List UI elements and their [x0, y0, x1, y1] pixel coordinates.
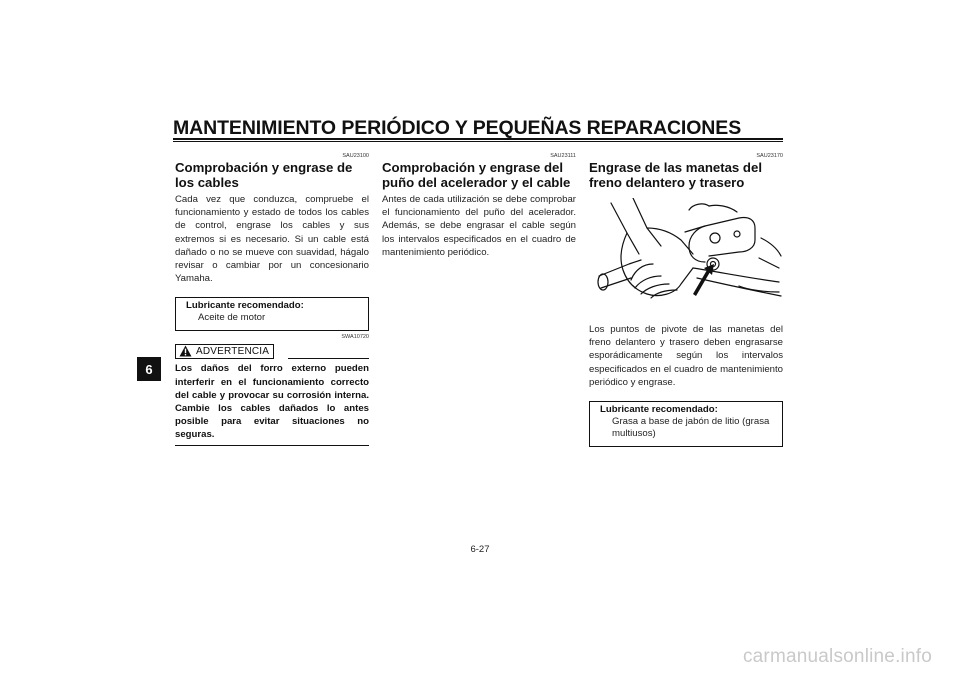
section-code: SAU23170: [756, 153, 783, 159]
page-header: [173, 117, 783, 140]
section-title: Comprobación y engrase del puño del acelerador y el cable: [382, 160, 571, 190]
section-code: SAU23100: [342, 153, 369, 159]
chapter-tab: 6: [137, 357, 161, 381]
warning-code: SWA10720: [341, 334, 369, 341]
section-body: Cada vez que conduzca, compruebe el funcionamiento y estado de todos los cables de control, engrase los cables y sus extremos si es necesario. Si un cable está dañado o no se mueve con suavidad, hágalo revisar o cambiar por un concesionario Yamaha.: [175, 194, 369, 285]
lubricant-label: Lubricante recomendado:: [186, 300, 304, 312]
hand-on-lever-illustration: [589, 198, 783, 320]
section-title: Engrase de las manetas del freno delantero y trasero: [589, 160, 762, 190]
page-title: MANTENIMIENTO PERIÓDICO Y PEQUEÑAS REPARACIONES: [173, 117, 742, 139]
section-body: Antes de cada utilización se debe comprobar el funcionamiento del puño del acelerador. Además, se debe engrasar el cable según los intervalos especificados en el cuadro de mantenimiento periódico.: [382, 194, 576, 258]
section-cables: [175, 152, 369, 446]
section-levers: [589, 152, 783, 447]
lubricant-box: [589, 401, 783, 447]
warning-header: [175, 334, 369, 359]
warning-text: Los daños del forro externo pueden interferir en el funcionamiento correcto del cable y provocar su corrosión interna. Cambie los cables dañados lo antes posible para evitar situaciones no seguras.: [175, 362, 369, 445]
lubricant-value: Grasa a base de jabón de litio (grasa multiusos): [612, 416, 770, 440]
lubricant-box: [175, 297, 369, 331]
watermark: carmanualsonline.info: [742, 646, 932, 667]
warning-label: ADVERTENCIA: [196, 345, 270, 357]
page-number: 6-27: [470, 544, 490, 555]
warning-badge: [175, 344, 274, 359]
lubricant-label: Lubricante recomendado:: [600, 404, 718, 416]
lubricant-value: Aceite de motor: [198, 312, 266, 324]
warning-triangle-icon: [179, 345, 192, 357]
warning-rule: [288, 358, 369, 359]
section-title: Comprobación y engrase de los cables: [175, 160, 353, 190]
section-code: SAU23111: [550, 153, 576, 159]
section-body: Los puntos de pivote de las manetas del freno delantero y trasero deben engrasarse esporádicamente según los intervalos especificados en el cuadro de mantenimiento periódico y engrase.: [589, 324, 783, 388]
brake-lever-illustration: [589, 198, 783, 320]
section-throttle: [382, 152, 576, 259]
header-rule: [173, 138, 783, 142]
